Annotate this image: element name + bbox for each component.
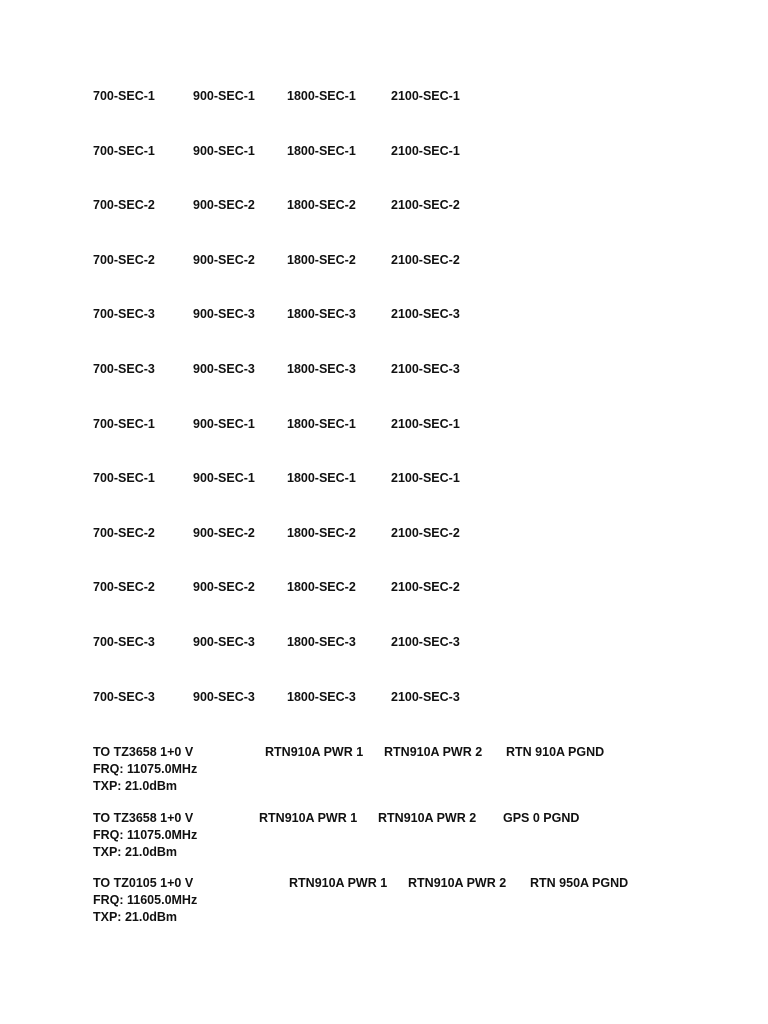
sector-label: 900-SEC-2 bbox=[193, 252, 255, 267]
sector-label-row bbox=[0, 416, 768, 432]
sector-label: 1800-SEC-2 bbox=[287, 198, 356, 213]
port-label: RTN910A PWR 1 bbox=[265, 745, 364, 759]
radio-link-block bbox=[0, 810, 768, 862]
sector-label: 2100-SEC-3 bbox=[391, 635, 460, 649]
radio-link-name: TO TZ3658 1+0 V bbox=[93, 745, 194, 759]
sector-label: 2100-SEC-3 bbox=[391, 689, 460, 704]
sector-label: 700-SEC-1 bbox=[93, 143, 155, 158]
sector-label: 900-SEC-3 bbox=[193, 307, 255, 322]
sector-label: 900-SEC-1 bbox=[193, 89, 255, 103]
radio-link-block bbox=[0, 744, 768, 796]
sector-label: 900-SEC-2 bbox=[193, 198, 255, 213]
sector-label: 900-SEC-2 bbox=[193, 525, 255, 540]
sector-label-row bbox=[0, 361, 768, 377]
tx-power-text: TXP: 21.0dBm bbox=[93, 779, 178, 793]
frequency-text: FRQ: 11605.0MHz bbox=[93, 893, 198, 907]
sector-label-row bbox=[0, 197, 768, 213]
sector-label: 2100-SEC-1 bbox=[391, 471, 460, 486]
sector-label-row bbox=[0, 689, 768, 705]
sector-label: 2100-SEC-2 bbox=[391, 252, 460, 267]
sector-label: 700-SEC-2 bbox=[93, 525, 155, 540]
port-label: RTN910A PWR 2 bbox=[384, 745, 483, 759]
frequency-text: FRQ: 11075.0MHz bbox=[93, 828, 198, 842]
sector-label: 2100-SEC-1 bbox=[391, 143, 460, 158]
sector-label: 900-SEC-2 bbox=[193, 580, 255, 595]
sector-label: 700-SEC-3 bbox=[93, 689, 155, 704]
sector-label: 1800-SEC-1 bbox=[287, 143, 356, 158]
tx-power-text: TXP: 21.0dBm bbox=[93, 845, 178, 859]
sector-label-row bbox=[0, 525, 768, 541]
sector-label-row bbox=[0, 579, 768, 595]
sector-label-row bbox=[0, 252, 768, 268]
port-label: RTN 910A PGND bbox=[506, 745, 605, 759]
radio-link-name: TO TZ3658 1+0 V bbox=[93, 811, 194, 825]
port-label: RTN910A PWR 2 bbox=[378, 811, 477, 825]
port-label: RTN 950A PGND bbox=[530, 876, 629, 890]
sector-label: 900-SEC-3 bbox=[193, 635, 255, 649]
sector-label: 1800-SEC-1 bbox=[287, 471, 356, 486]
port-label: GPS 0 PGND bbox=[503, 811, 580, 825]
sector-label: 900-SEC-3 bbox=[193, 362, 255, 376]
sector-label-row bbox=[0, 143, 768, 159]
sector-label: 900-SEC-1 bbox=[193, 416, 255, 431]
sector-label: 700-SEC-1 bbox=[93, 89, 155, 103]
sector-label: 1800-SEC-2 bbox=[287, 580, 356, 595]
sector-label: 2100-SEC-1 bbox=[391, 416, 460, 431]
radio-link-block bbox=[0, 875, 768, 927]
sector-label: 1800-SEC-3 bbox=[287, 689, 356, 704]
sector-label: 700-SEC-1 bbox=[93, 416, 155, 431]
port-label: RTN910A PWR 2 bbox=[408, 876, 507, 890]
radio-link-name: TO TZ0105 1+0 V bbox=[93, 876, 194, 890]
sector-label: 700-SEC-3 bbox=[93, 635, 155, 649]
sector-label-row bbox=[0, 306, 768, 322]
sector-label: 700-SEC-2 bbox=[93, 252, 155, 267]
sector-label: 700-SEC-1 bbox=[93, 471, 155, 486]
sector-label: 700-SEC-2 bbox=[93, 580, 155, 595]
sector-label: 900-SEC-1 bbox=[193, 143, 255, 158]
sector-label: 700-SEC-3 bbox=[93, 362, 155, 376]
sector-label: 2100-SEC-2 bbox=[391, 525, 460, 540]
sector-label: 2100-SEC-2 bbox=[391, 198, 460, 213]
sector-label: 2100-SEC-1 bbox=[391, 89, 460, 103]
sector-label: 1800-SEC-2 bbox=[287, 525, 356, 540]
sector-label: 1800-SEC-2 bbox=[287, 252, 356, 267]
sector-label: 1800-SEC-3 bbox=[287, 635, 356, 649]
sector-label-row bbox=[0, 634, 768, 650]
sector-label: 1800-SEC-3 bbox=[287, 362, 356, 376]
sector-label: 2100-SEC-3 bbox=[391, 307, 460, 322]
sector-label: 700-SEC-2 bbox=[93, 198, 155, 213]
sector-label: 900-SEC-3 bbox=[193, 689, 255, 704]
sector-label: 1800-SEC-3 bbox=[287, 307, 356, 322]
sector-label: 700-SEC-3 bbox=[93, 307, 155, 322]
sector-label: 1800-SEC-1 bbox=[287, 89, 356, 103]
port-label: RTN910A PWR 1 bbox=[289, 876, 388, 890]
tx-power-text: TXP: 21.0dBm bbox=[93, 910, 178, 924]
frequency-text: FRQ: 11075.0MHz bbox=[93, 762, 198, 776]
sector-label-row bbox=[0, 88, 768, 104]
port-label: RTN910A PWR 1 bbox=[259, 811, 358, 825]
sector-label-row bbox=[0, 470, 768, 486]
sector-label: 900-SEC-1 bbox=[193, 471, 255, 486]
sector-label: 1800-SEC-1 bbox=[287, 416, 356, 431]
sector-label: 2100-SEC-2 bbox=[391, 580, 460, 595]
sector-label: 2100-SEC-3 bbox=[391, 362, 460, 376]
